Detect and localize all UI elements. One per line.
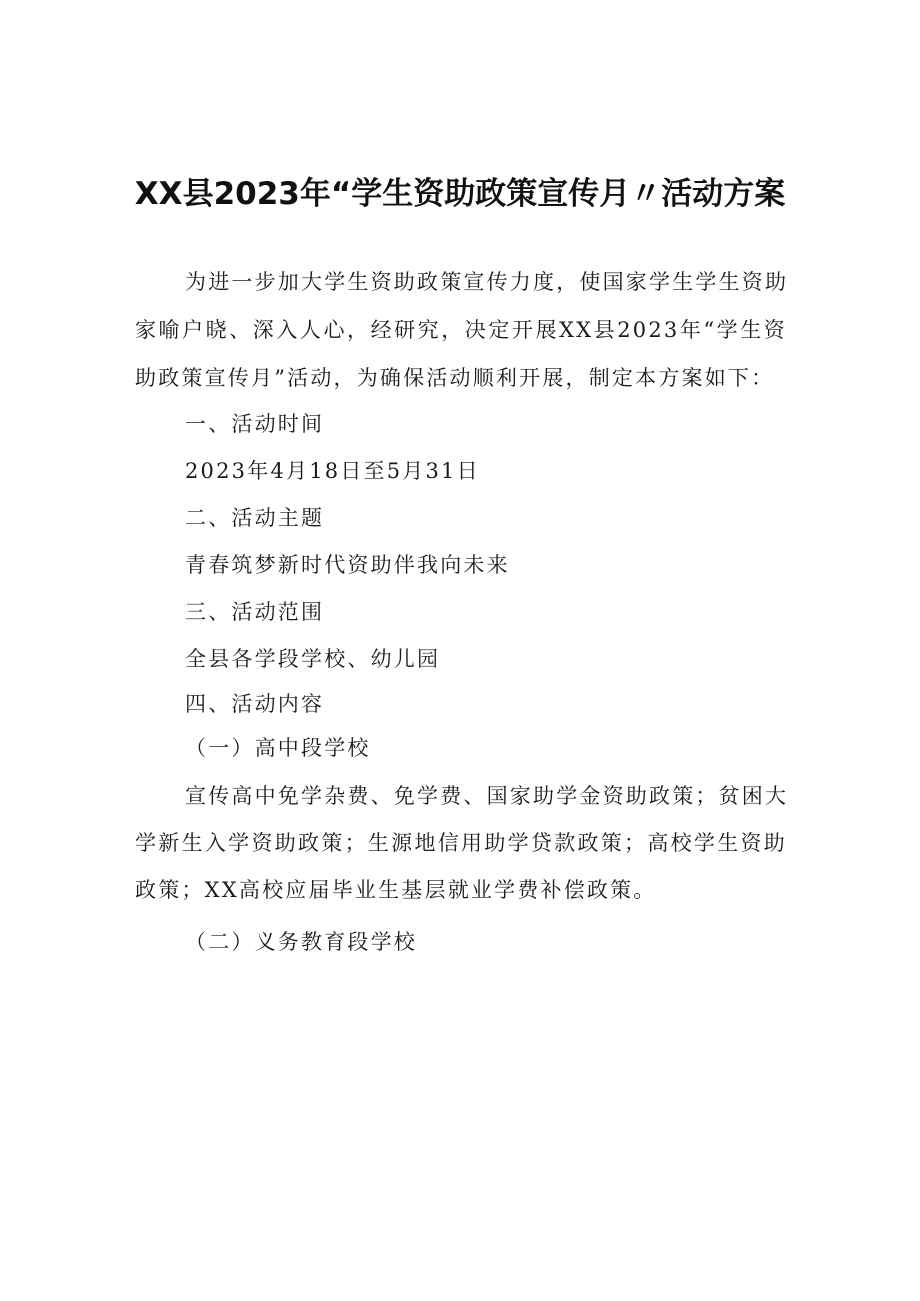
subsection-1-line-3: 政策；XX高校应届毕业生基层就业学费补偿政策。 bbox=[135, 878, 657, 902]
section-3-heading: 三、活动范围 bbox=[185, 600, 325, 624]
section-3-content: 全县各学段学校、幼儿园 bbox=[185, 647, 441, 671]
section-4-heading: 四、活动内容 bbox=[185, 692, 325, 716]
section-2-content: 青春筑梦新时代资助伴我向未来 bbox=[185, 553, 510, 577]
document-title: XX县2023年“学生资助政策宣传月〃活动方案 bbox=[134, 176, 786, 212]
intro-line-3: 助政策宣传月”活动，为确保活动顺利开展，制定本方案如下： bbox=[135, 366, 775, 390]
intro-line-2: 家喻户晓、深入人心，经研究，决定开展XX县2023年“学生资 bbox=[135, 318, 787, 342]
subsection-2-heading: （二）义务教育段学校 bbox=[185, 930, 417, 954]
subsection-1-heading: （一）高中段学校 bbox=[185, 736, 371, 760]
intro-line-1: 为进一步加大学生资助政策宣传力度，使国家学生学生资助 bbox=[185, 270, 789, 294]
section-1-content: 2023年4月18日至5月31日 bbox=[185, 459, 480, 483]
section-2-heading: 二、活动主题 bbox=[185, 506, 325, 530]
subsection-1-line-2: 学新生入学资助政策；生源地信用助学贷款政策；高校学生资助 bbox=[135, 831, 787, 855]
subsection-1-line-1: 宣传高中免学杂费、免学费、国家助学金资助政策；贫困大 bbox=[185, 784, 789, 808]
section-1-heading: 一、活动时间 bbox=[185, 412, 325, 436]
